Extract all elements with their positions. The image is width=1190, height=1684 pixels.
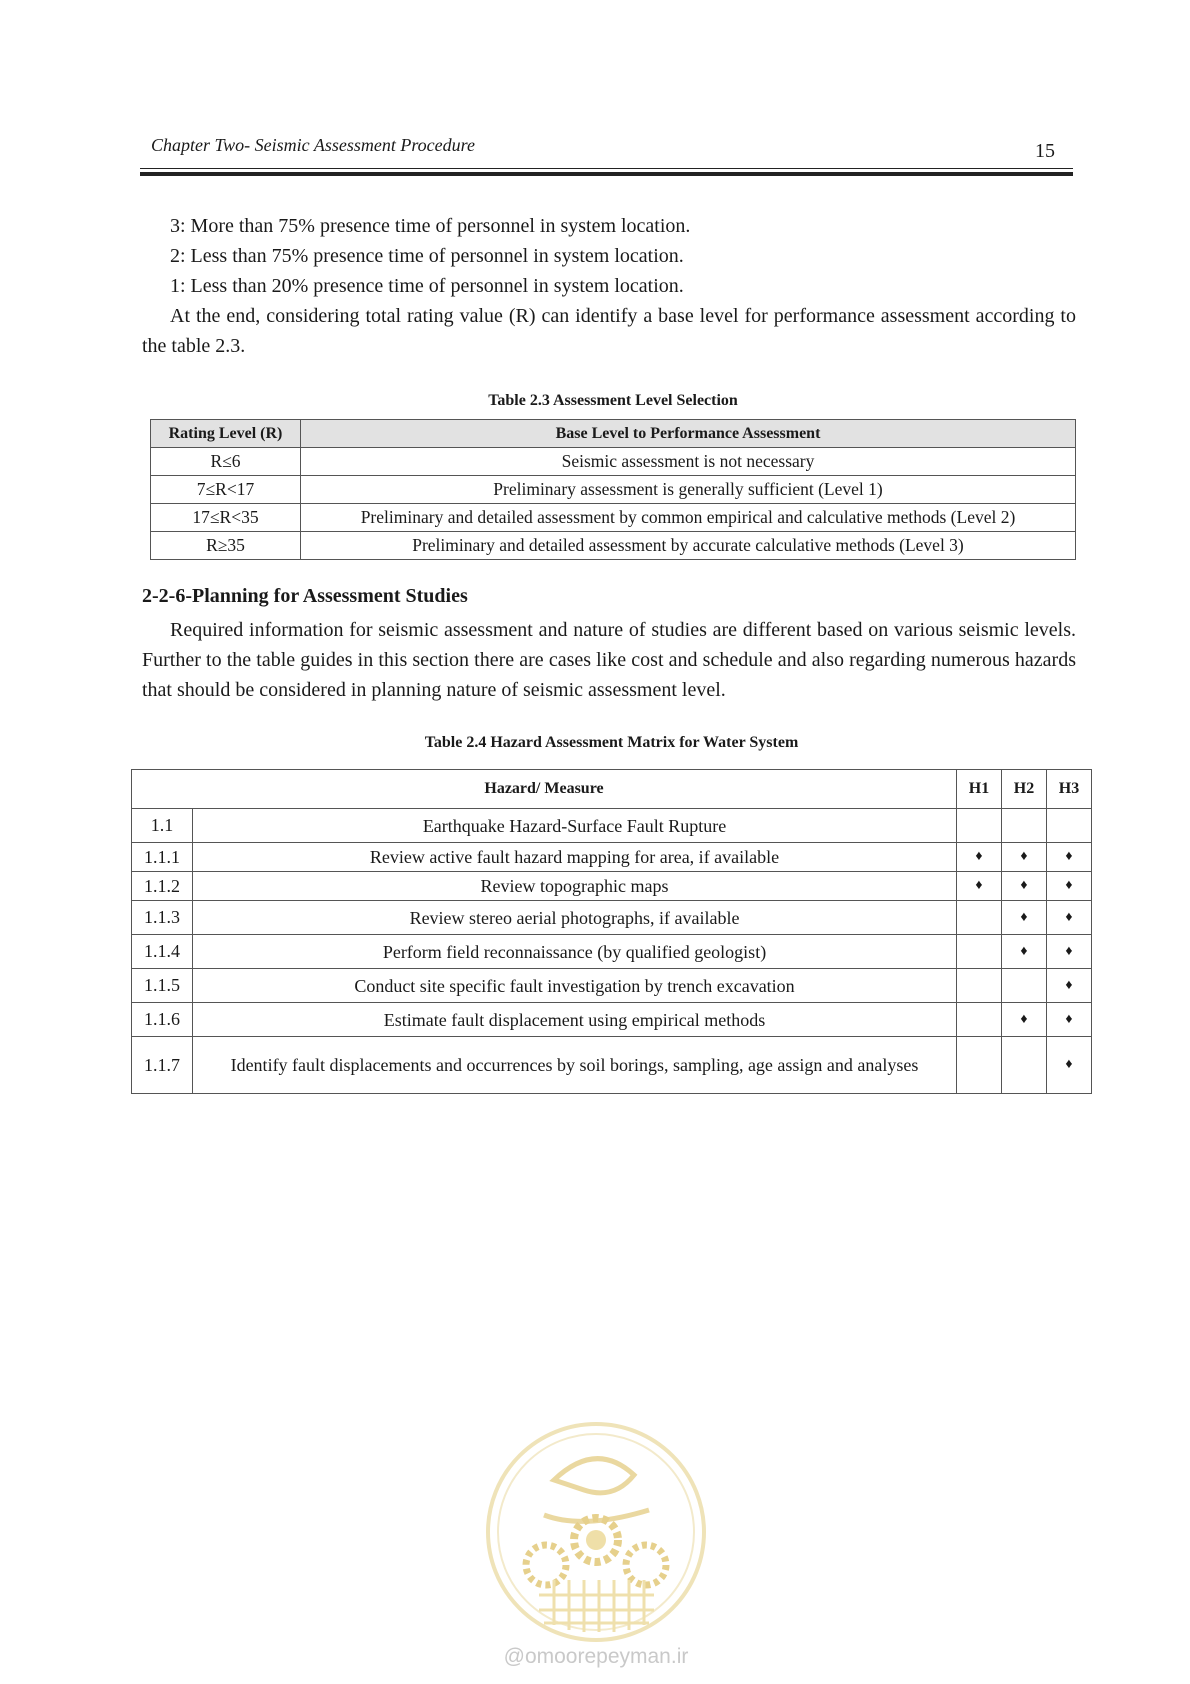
- h2-cell: ♦: [1002, 935, 1047, 969]
- item-description: Perform field reconnaissance (by qualified geologist): [193, 935, 957, 969]
- column-header: Hazard/ Measure: [132, 770, 957, 809]
- h3-cell: ♦: [1047, 969, 1092, 1003]
- item-description: Identify fault displacements and occurrences by soil borings, sampling, age assign and analyses: [193, 1037, 957, 1094]
- table-row: [132, 809, 1092, 843]
- h1-cell: [957, 809, 1002, 843]
- table-header-row: [132, 770, 1092, 809]
- table-row: [151, 448, 1076, 476]
- h3-cell: ♦: [1047, 872, 1092, 901]
- table-row: [132, 872, 1092, 901]
- item-number: 1.1.1: [132, 843, 193, 872]
- h3-cell: ♦: [1047, 1037, 1092, 1094]
- item-number: 1.1.2: [132, 872, 193, 901]
- h3-cell: ♦: [1047, 1003, 1092, 1037]
- table-row: [151, 504, 1076, 532]
- table-2-3: [150, 419, 1076, 560]
- item-number: 1.1.5: [132, 969, 193, 1003]
- intro-paragraph: At the end, considering total rating value (R) can identify a base level for performance assessment according to the table 2.3.: [142, 305, 1076, 357]
- table-2-4-caption: Table 2.4 Hazard Assessment Matrix for Water System: [424, 734, 799, 751]
- column-header: H2: [1002, 770, 1047, 809]
- watermark-url: @omoorepeyman.ir: [503, 1645, 689, 1668]
- item-description: Review topographic maps: [193, 872, 957, 901]
- item-description: Review stereo aerial photographs, if available: [193, 901, 957, 935]
- item-number: 1.1.6: [132, 1003, 193, 1037]
- item-number: 1.1.3: [132, 901, 193, 935]
- table-header-row: [151, 420, 1076, 448]
- section-heading: 2-2-6-Planning for Assessment Studies: [142, 585, 468, 607]
- h1-cell: [957, 1037, 1002, 1094]
- column-header: Rating Level (R): [151, 420, 301, 448]
- section-paragraph: Required information for seismic assessment and nature of studies are different based on various seismic levels. Further to the table guides in this section there are cases like cost and schedule and also regarding numerous hazards that should be considered in planning nature of seismic assessment level.: [142, 619, 1076, 701]
- table-row: [151, 476, 1076, 504]
- table-row: [132, 843, 1092, 872]
- h2-cell: ♦: [1002, 872, 1047, 901]
- chapter-title: Chapter Two- Seismic Assessment Procedure: [151, 135, 475, 155]
- rating-cell: 7≤R<17: [151, 476, 301, 504]
- level-cell: Preliminary assessment is generally sufficient (Level 1): [301, 476, 1076, 504]
- column-header: H1: [957, 770, 1002, 809]
- intro-line: 1: Less than 20% presence time of personnel in system location.: [170, 275, 684, 297]
- h2-cell: ♦: [1002, 843, 1047, 872]
- table-row: [132, 1003, 1092, 1037]
- table-row: [132, 901, 1092, 935]
- item-description: Earthquake Hazard-Surface Fault Rupture: [193, 809, 957, 843]
- h2-cell: [1002, 809, 1047, 843]
- item-description: Conduct site specific fault investigation by trench excavation: [193, 969, 957, 1003]
- header-rule-thin: [140, 168, 1073, 169]
- item-number: 1.1.7: [132, 1037, 193, 1094]
- item-number: 1.1: [132, 809, 193, 843]
- page-header: [140, 128, 1073, 178]
- h1-cell: ♦: [957, 843, 1002, 872]
- h1-cell: ♦: [957, 872, 1002, 901]
- h2-cell: ♦: [1002, 1003, 1047, 1037]
- table-row: [151, 532, 1076, 560]
- table-2-4: [131, 769, 1092, 1094]
- column-header: Base Level to Performance Assessment: [301, 420, 1076, 448]
- h2-cell: [1002, 969, 1047, 1003]
- intro-line: 3: More than 75% presence time of personnel in system location.: [170, 215, 691, 237]
- h3-cell: [1047, 809, 1092, 843]
- page-number: 15: [1035, 140, 1055, 162]
- level-cell: Seismic assessment is not necessary: [301, 448, 1076, 476]
- item-description: Estimate fault displacement using empirical methods: [193, 1003, 957, 1037]
- watermark-seal-icon: [484, 1420, 708, 1644]
- item-number: 1.1.4: [132, 935, 193, 969]
- intro-line: 2: Less than 75% presence time of personnel in system location.: [170, 245, 684, 267]
- h2-cell: [1002, 1037, 1047, 1094]
- table-2-3-caption: Table 2.3 Assessment Level Selection: [488, 392, 738, 409]
- h3-cell: ♦: [1047, 901, 1092, 935]
- h1-cell: [957, 1003, 1002, 1037]
- rating-cell: 17≤R<35: [151, 504, 301, 532]
- header-rule-thick: [140, 172, 1073, 176]
- table-row: [132, 969, 1092, 1003]
- level-cell: Preliminary and detailed assessment by accurate calculative methods (Level 3): [301, 532, 1076, 560]
- item-description: Review active fault hazard mapping for area, if available: [193, 843, 957, 872]
- table-row: [132, 1037, 1092, 1094]
- column-header: H3: [1047, 770, 1092, 809]
- rating-cell: R≤6: [151, 448, 301, 476]
- level-cell: Preliminary and detailed assessment by common empirical and calculative methods (Level 2): [301, 504, 1076, 532]
- intro-text: [142, 211, 1076, 361]
- rating-cell: R≥35: [151, 532, 301, 560]
- table-row: [132, 935, 1092, 969]
- h1-cell: [957, 969, 1002, 1003]
- h1-cell: [957, 901, 1002, 935]
- section-text: [142, 615, 1076, 705]
- h2-cell: ♦: [1002, 901, 1047, 935]
- h3-cell: ♦: [1047, 843, 1092, 872]
- h1-cell: [957, 935, 1002, 969]
- h3-cell: ♦: [1047, 935, 1092, 969]
